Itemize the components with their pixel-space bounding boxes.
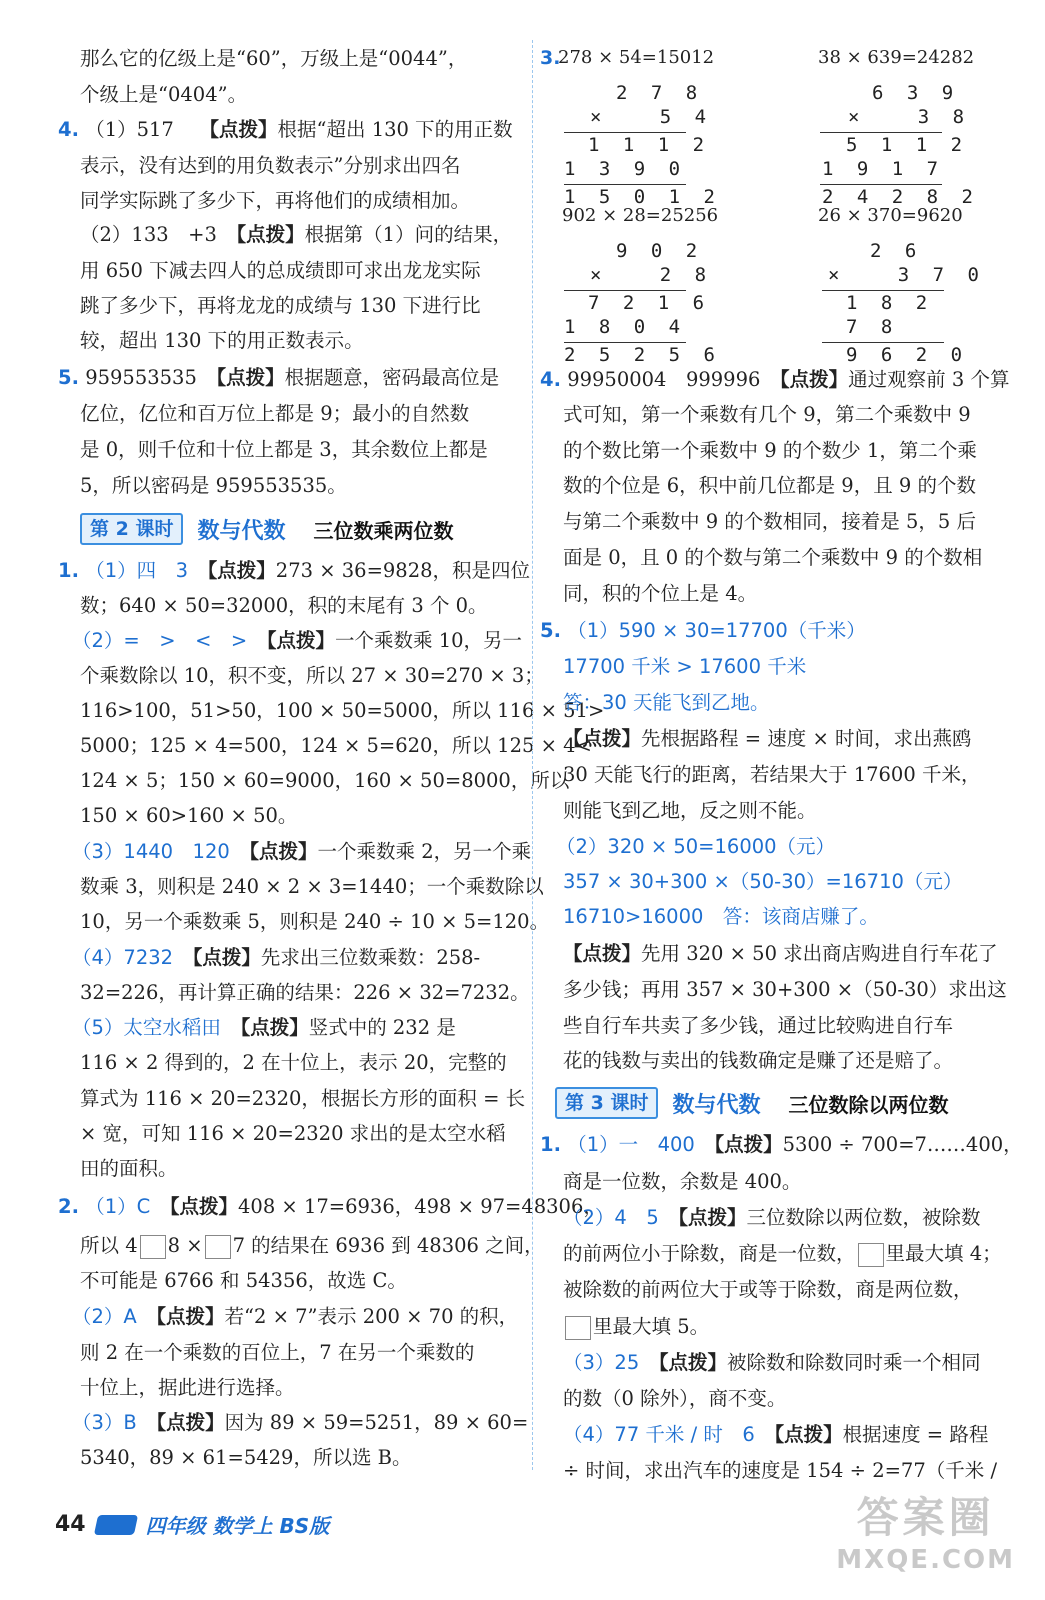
calc-row: 2 4 2 8 2	[822, 186, 979, 208]
hint-tag: 【点拨】	[563, 942, 642, 965]
calc-rule	[820, 184, 942, 185]
text-line: 田的面积。	[80, 1157, 178, 1180]
text-line: 30 天能飞行的距离，若结果大于 17600 千米，	[563, 763, 981, 786]
question-number: 5.	[540, 619, 561, 642]
lesson-category: 数与代数	[197, 518, 286, 544]
calc-row: 7 8	[846, 316, 899, 338]
text-line: 个乘数除以 10，积不变，所以 27 × 30=270 × 3；	[80, 664, 544, 687]
text-line: 5000；125 × 4=500，124 × 5=620，所以 125 × 4<	[80, 734, 592, 757]
hint-tag: 【点拨】	[658, 1351, 728, 1374]
text-line	[80, 222, 512, 248]
text-line: 数乘 3，则积是 240 × 2 × 3=1440；一个乘数除以	[80, 875, 544, 898]
page-footer	[55, 1510, 329, 1539]
hint-text: 被除数和除数同时乘一个相同	[727, 1351, 981, 1374]
text-line: 的个数比第一个乘数中 9 的个数少 1，第二个乘	[563, 439, 977, 462]
lesson-badge: 第 2 课时	[80, 513, 183, 545]
lesson-badge: 第 3 课时	[555, 1087, 658, 1119]
answer-line: 357 × 30+300 ×（50-30）=16710（元）	[563, 870, 963, 893]
calc-row: 1 1 1 2	[588, 134, 711, 156]
answer-fragment: 16710>16000	[563, 905, 704, 928]
text-line: 10，另一个乘数乘 5，则积是 240 ÷ 10 × 5=120。	[80, 910, 550, 933]
text-line	[563, 1205, 981, 1231]
question-4	[58, 117, 513, 143]
hint-text: 根据题意，密码最高位是	[284, 366, 500, 389]
hint-text: 先用 320 × 50 求出商店购进自行车花了	[641, 942, 998, 965]
text-line: 面是 0，且 0 的个数与第二个乘数中 9 的个数相	[563, 546, 983, 569]
answer: （4）77 千米 / 时 6	[563, 1423, 755, 1446]
question-number: 3.	[540, 47, 561, 69]
text-line	[563, 1350, 981, 1376]
calc-row: 6 3 9	[872, 82, 960, 104]
text-line	[563, 726, 972, 752]
hint-tag: 【点拨】	[216, 366, 285, 389]
watermark-text: 答案圈	[856, 1493, 995, 1542]
answer: （2）A	[72, 1305, 137, 1328]
text-line	[563, 1241, 1002, 1267]
hint-tag: 【点拨】	[169, 1195, 238, 1218]
text-line	[563, 941, 998, 967]
answer: （1）一 400	[567, 1133, 695, 1156]
calc-row: 7 2 1 6	[588, 292, 711, 314]
calc-rule	[564, 184, 686, 185]
hint-tag: 【点拨】	[236, 223, 305, 246]
text-line: 不可能是 6766 和 54356，故选 C。	[80, 1269, 407, 1292]
hint-text: 一个乘数乘 10，另一	[335, 629, 523, 652]
question-1	[58, 558, 530, 584]
question-number: 1.	[540, 1133, 561, 1156]
text-line: 表示，没有达到的用负数表示”分别求出四名	[80, 154, 461, 177]
hint-tag: 【点拨】	[240, 1016, 309, 1039]
hint-text: 先根据路程 = 速度 × 时间，求出燕鸥	[641, 727, 972, 750]
hint-text: 竖式中的 232 是	[308, 1016, 456, 1039]
hint-tag: 【点拨】	[714, 1133, 783, 1156]
hint-tag: 【点拨】	[207, 559, 276, 582]
answer: （2）133 +3	[80, 223, 217, 246]
answer: （3）25	[563, 1351, 640, 1374]
calc-row: 9 0 2	[616, 240, 704, 262]
question-5	[58, 365, 499, 391]
text-line: 150 × 60>160 × 50。	[80, 804, 298, 827]
hint-tag: 【点拨】	[678, 1206, 747, 1229]
answer: （1）590 × 30=17700（千米）	[567, 619, 866, 642]
answer: （2）= > < >	[72, 629, 248, 652]
text-line: 5340，89 × 61=5429，所以选 B。	[80, 1446, 412, 1469]
lesson-3-header	[555, 1086, 948, 1120]
calc-rule	[820, 132, 942, 133]
hint-tag: 【点拨】	[779, 368, 849, 391]
text-fragment: 里最大填 5。	[593, 1315, 710, 1338]
text-line	[72, 1015, 456, 1041]
calc-rule	[564, 290, 686, 291]
blank-box	[858, 1243, 884, 1267]
answer: （5）太空水稻田	[72, 1016, 221, 1039]
hint-tag: 【点拨】	[199, 118, 278, 141]
answer-fragment: 答：该商店赚了。	[722, 905, 879, 928]
text-line: 亿位，亿位和百万位上都是 9；最小的自然数	[80, 402, 470, 425]
answer: （2）4 5	[563, 1206, 659, 1229]
text-line: 些自行车共卖了多少钱，通过比较购进自行车	[563, 1014, 954, 1037]
answer-line: 答：30 天能飞到乙地。	[563, 691, 770, 714]
answer: （4）7232	[72, 946, 174, 969]
answer: （1）C	[85, 1195, 151, 1218]
text-fragment: 所以 4	[80, 1234, 138, 1257]
answer: （1）四 3	[85, 559, 189, 582]
calc-row: 1 8 0 4	[564, 316, 687, 338]
brand-logo-icon	[93, 1515, 137, 1535]
text-line: 那么它的亿级上是“60”，万级上是“0044”，	[80, 47, 468, 70]
text-line: 32=226，再计算正确的结果：226 × 32=7232。	[80, 981, 530, 1004]
calc-title: 26 × 370=9620	[818, 205, 963, 226]
hint-text: 因为 89 × 59=5251，89 × 60=	[224, 1411, 529, 1434]
text-line: 多少钱；再用 357 × 30+300 ×（50-30）求出这	[563, 978, 1007, 1001]
blank-box	[205, 1235, 231, 1259]
text-line	[72, 945, 480, 971]
hint-tag: 【点拨】	[266, 629, 336, 652]
text-line: 用 650 下减去四人的总成绩即可求出龙龙实际	[80, 259, 481, 282]
text-line	[72, 839, 531, 865]
text-line: 数；640 × 50=32000，积的末尾有 3 个 0。	[80, 594, 488, 617]
text-line: 数的个位是 6，积中前几位都是 9，且 9 的个数	[563, 474, 977, 497]
calc-row: × 3 7 0	[828, 264, 985, 286]
calc-row: 2 6	[870, 240, 923, 262]
text-line: 124 × 5；150 × 60=9000，160 × 50=8000，所以	[80, 769, 570, 792]
question-5	[540, 618, 866, 644]
hint-text: 三位数除以两位数，被除数	[746, 1206, 981, 1229]
calc-row: 1 8 2	[846, 292, 934, 314]
calc-rule	[564, 342, 686, 343]
hint-text: 若“2 × 7”表示 200 × 70 的积，	[224, 1305, 519, 1328]
text-fragment: 里最大填 4；	[885, 1242, 1002, 1265]
watermark-url: MXQE.COM	[836, 1545, 1015, 1575]
hint-tag: 【点拨】	[563, 727, 642, 750]
calc-rule	[822, 290, 944, 291]
text-line: × 宽，可知 116 × 20=2320 求出的是太空水稻	[80, 1122, 506, 1145]
text-line: 则 2 在一个乘数的百位上，7 在另一个乘数的	[80, 1341, 475, 1364]
hint-text: 408 × 17=6936，498 × 97=48306，	[238, 1195, 603, 1218]
text-line: 的数（0 除外），商不变。	[563, 1387, 787, 1410]
text-line	[563, 1422, 988, 1448]
text-line	[72, 1304, 518, 1330]
text-line: 则能飞到乙地，反之则不能。	[563, 799, 817, 822]
text-line	[80, 1233, 544, 1259]
question-number: 5.	[58, 366, 79, 389]
text-line	[563, 1314, 709, 1340]
question-number: 4.	[540, 368, 561, 391]
hint-tag: 【点拨】	[249, 840, 318, 863]
calc-row: 9 6 2 0	[846, 344, 969, 366]
question-2	[58, 1194, 603, 1220]
calc-title: 902 × 28=25256	[562, 205, 719, 226]
question-4	[540, 367, 1009, 393]
calc-row: 1 9 1 7	[822, 158, 945, 180]
calc-title: 38 × 639=24282	[818, 47, 975, 68]
calc-row: × 5 4	[590, 106, 713, 128]
lesson-title: 三位数除以两位数	[788, 1092, 949, 1117]
text-line: 5，所以密码是 959553535。	[80, 474, 347, 497]
page-number: 44	[55, 1512, 86, 1537]
text-line: 跳了多少下，再将龙龙的成绩与 130 下进行比	[80, 294, 481, 317]
calc-row: 2 7 8	[616, 82, 704, 104]
answer: 959553535	[85, 366, 197, 389]
hint-tag: 【点拨】	[156, 1411, 225, 1434]
answer: 99950004 999996	[567, 368, 761, 391]
text-fragment: 8 ×	[167, 1234, 203, 1257]
text-fragment: 7 的结果在 6936 到 48306 之间，	[232, 1234, 544, 1257]
hint-text: 先求出三位数乘数：258-	[260, 946, 481, 969]
text-fragment: 的前两位小于除数，商是一位数，	[563, 1242, 856, 1265]
hint-text: 通过观察前 3 个算	[848, 368, 1010, 391]
calc-row: 1 5 0 1 2	[564, 186, 721, 208]
calc-rule	[564, 132, 686, 133]
text-line: 116>100，51>50，100 × 50=5000，所以 116 × 51>	[80, 699, 605, 722]
question-number: 2.	[58, 1195, 79, 1218]
text-line	[72, 1410, 528, 1436]
text-line: 较，超出 130 下的用正数表示。	[80, 329, 364, 352]
calc-row: × 2 8	[590, 264, 713, 286]
text-line: 同，积的个位上是 4。	[563, 582, 758, 605]
lesson-title: 三位数乘两位数	[313, 518, 454, 543]
text-line: 是 0，则千位和十位上都是 3，其余数位上都是	[80, 438, 488, 461]
text-line: 式可知，第一个乘数有几个 9，第二个乘数中 9	[563, 403, 971, 426]
hint-text: 根据第（1）问的结果，	[304, 223, 513, 246]
calc-row: 5 1 1 2	[846, 134, 969, 156]
text-line: 与第二个乘数中 9 的个数相同，接着是 5，5 后	[563, 510, 977, 533]
text-line: 算式为 116 × 20=2320，根据长方形的面积 = 长	[80, 1087, 526, 1110]
hint-tag: 【点拨】	[156, 1305, 225, 1328]
hint-text: 273 × 36=9828，积是四位	[275, 559, 531, 582]
question-number: 1.	[58, 559, 79, 582]
hint-text: 一个乘数乘 2，另一个乘	[317, 840, 532, 863]
answer: （1）517	[85, 118, 174, 141]
hint-tag: 【点拨】	[774, 1423, 843, 1446]
lesson-category: 数与代数	[672, 1092, 761, 1118]
text-line: 同学实际跳了多少下，再将他们的成绩相加。	[80, 189, 471, 212]
hint-text: 根据“超出 130 下的用正数	[277, 118, 513, 141]
calc-rule	[822, 342, 944, 343]
question-1	[540, 1132, 1023, 1158]
text-line: 十位上，据此进行选择。	[80, 1376, 295, 1399]
text-line: 被除数的前两位大于或等于除数，商是两位数，	[563, 1278, 973, 1301]
answer: （3）B	[72, 1411, 137, 1434]
text-line	[72, 628, 522, 654]
calc-row: × 3 8	[848, 106, 971, 128]
calc-title: 278 × 54=15012	[558, 47, 715, 68]
lesson-2-header	[80, 512, 453, 546]
text-line: 商是一位数，余数是 400。	[563, 1170, 802, 1193]
text-line: 116 × 2 得到的，2 在十位上，表示 20，完整的	[80, 1051, 507, 1074]
blank-box	[565, 1316, 591, 1340]
book-title: 四年级 数学上 BS版	[145, 1514, 330, 1538]
question-number: 4.	[58, 118, 79, 141]
answer-line: 17700 千米 > 17600 千米	[563, 655, 807, 678]
calc-row: 1 3 9 0	[564, 158, 687, 180]
text-line: 花的钱数与卖出的钱数确定是赚了还是赔了。	[563, 1049, 954, 1072]
answer: （3）1440 120	[72, 840, 230, 863]
calc-row: 2 5 2 5 6	[564, 344, 721, 366]
blank-box	[140, 1235, 166, 1259]
watermark	[836, 1485, 1015, 1575]
text-line: 个级上是“0404”。	[80, 83, 248, 106]
answer-line: （2）320 × 50=16000（元）	[556, 835, 836, 858]
answer-line	[563, 904, 879, 930]
hint-tag: 【点拨】	[192, 946, 261, 969]
hint-text: 根据速度 = 路程	[842, 1423, 989, 1446]
column-divider	[532, 40, 533, 1470]
text-line: ÷ 时间，求出汽车的速度是 154 ÷ 2=77（千米 /	[563, 1459, 998, 1482]
hint-text: 5300 ÷ 700=7……400，	[782, 1133, 1023, 1156]
